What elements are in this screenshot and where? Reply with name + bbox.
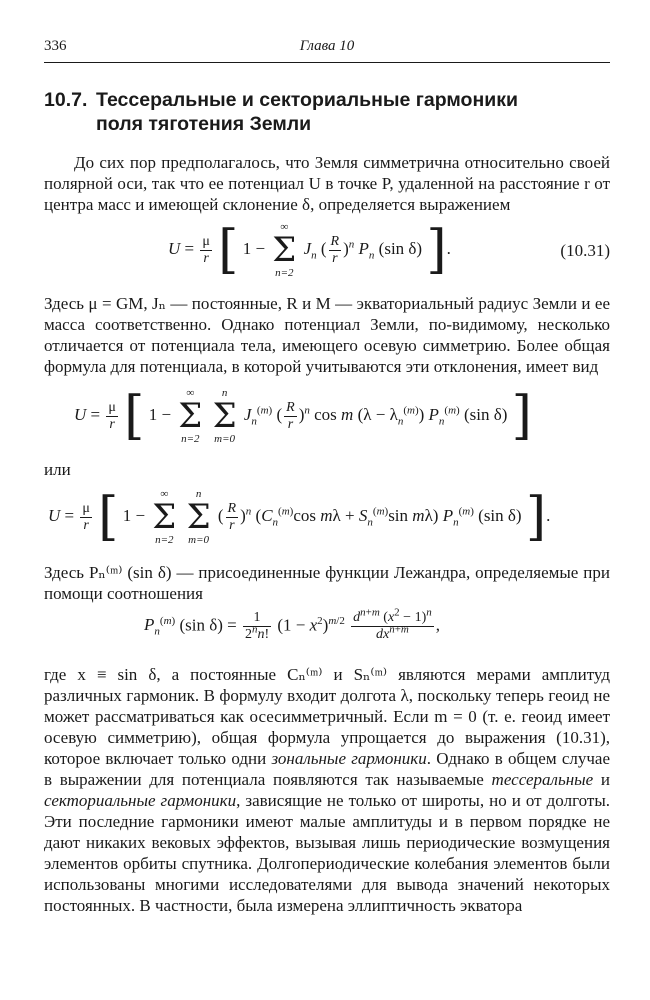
equation-10-31: U = $\frac{\mu}{r}$ [ 1 − ∞ Σ n=2 $J_n$ ( $\frac{R}{r}$ )$^n$ $P_n$ (sin δ) ]. (10.31) — [168, 220, 610, 280]
header-rule — [44, 62, 610, 63]
text-segment: , зависящие не только от широты, но и от долготы. Эти последние гармоники имеют малые амплитуды и в первом порядке не дают никаких вековых эффектов, вызывая лишь периодические возмущения элементов орбиты спутника. Долгопериодические колебания элементов были использованы многими исследователями для вывода значений некоторых постоянных. В частности, была измерена эллиптичность экватора — [44, 791, 610, 915]
section-title-line1: Тессеральные и секториальные гармоники — [96, 89, 518, 111]
page-number: 336 — [44, 38, 67, 54]
text-segment: и — [593, 770, 610, 789]
term-zonal-harmonics: зональные гармоники — [271, 749, 427, 768]
text-segment: . Однако в общем случае в выражении для потенциала появляются так называемые — [44, 749, 610, 789]
chapter-label: Глава 10 — [299, 38, 355, 54]
section-title-line2: поля тяготения Земли — [96, 113, 312, 135]
equation-general-potential: U = $\frac{\mu}{r}$ [ 1 − ∞ Σ n=2 n Σ m=0 $J_n^{(m)}$ ( $\frac{R}{r}$ )$^n$ cos m $(\lambda - \lambda_n^{(m)})$ $P_n^{(m)}$ (sin δ) ] — [74, 386, 532, 446]
equation-legendre: $P_n^{(m)}$ (sin δ) = $\frac{1}{2^nn!}$ $(1 - x^2)^{m/2}$ $\frac{d^{n+m} (x^2 - 1)^n}{dx^{n+m}}$ , — [144, 606, 440, 642]
paragraph-or: или — [44, 460, 71, 479]
equation-number: (10.31) — [560, 241, 610, 260]
equation-general-potential-cs: U = $\frac{\mu}{r}$ [ 1 − ∞ Σ n=2 n Σ m=0 ( $\frac{R}{r}$ )$^n$ ($C_n^{(m)}\cos$ $m\lambda + S_n^{(m)}\sin$ mλ) $P_n^{(m)}$ (sin δ) ]. — [48, 487, 551, 547]
paragraph-harmonics — [44, 664, 610, 916]
term-sectorial-harmonics: секториальные гармоники — [44, 791, 237, 810]
paragraph-definitions: Здесь μ = GM, Jₙ — постоянные, R и M — экваториальный радиус Земли и ее масса соответственно. Однако потенциал Земли, по-видимому, несколько отличается от потенциала тела, имеющего осевую симметрию. Более общая формула для потенциала, в которой учитываются эти отклонения, имеет вид — [44, 294, 610, 376]
paragraph-legendre: Здесь Pₙ⁽ᵐ⁾ (sin δ) — присоединенные функции Лежандра, определяемые при помощи соотношения — [44, 563, 610, 603]
running-head — [44, 38, 610, 60]
page — [44, 38, 610, 916]
section-number: 10.7. — [44, 89, 88, 111]
text-segment: где x ≡ sin δ, а постоянные Cₙ⁽ᵐ⁾ и Sₙ⁽ᵐ⁾ являются мерами амплитуд различных гармоник. В формулу входит долгота λ, поскольку теперь геоид не может рассматриваться как осесимметричный. Если m = 0 (т. е. геоид имеет осевую симметрию), общая формула упрощается до выражения (10.31), которое включает только одни — [44, 665, 610, 768]
section-heading — [44, 88, 610, 136]
term-tesseral: тессеральные — [491, 770, 594, 789]
paragraph-intro: До сих пор предполагалось, что Земля симметрична относительно своей полярной оси, так что ее потенциал U в точке P, удаленной на расстояние r от центра масс и имеющей склонение δ, определяется выражением — [44, 153, 610, 214]
